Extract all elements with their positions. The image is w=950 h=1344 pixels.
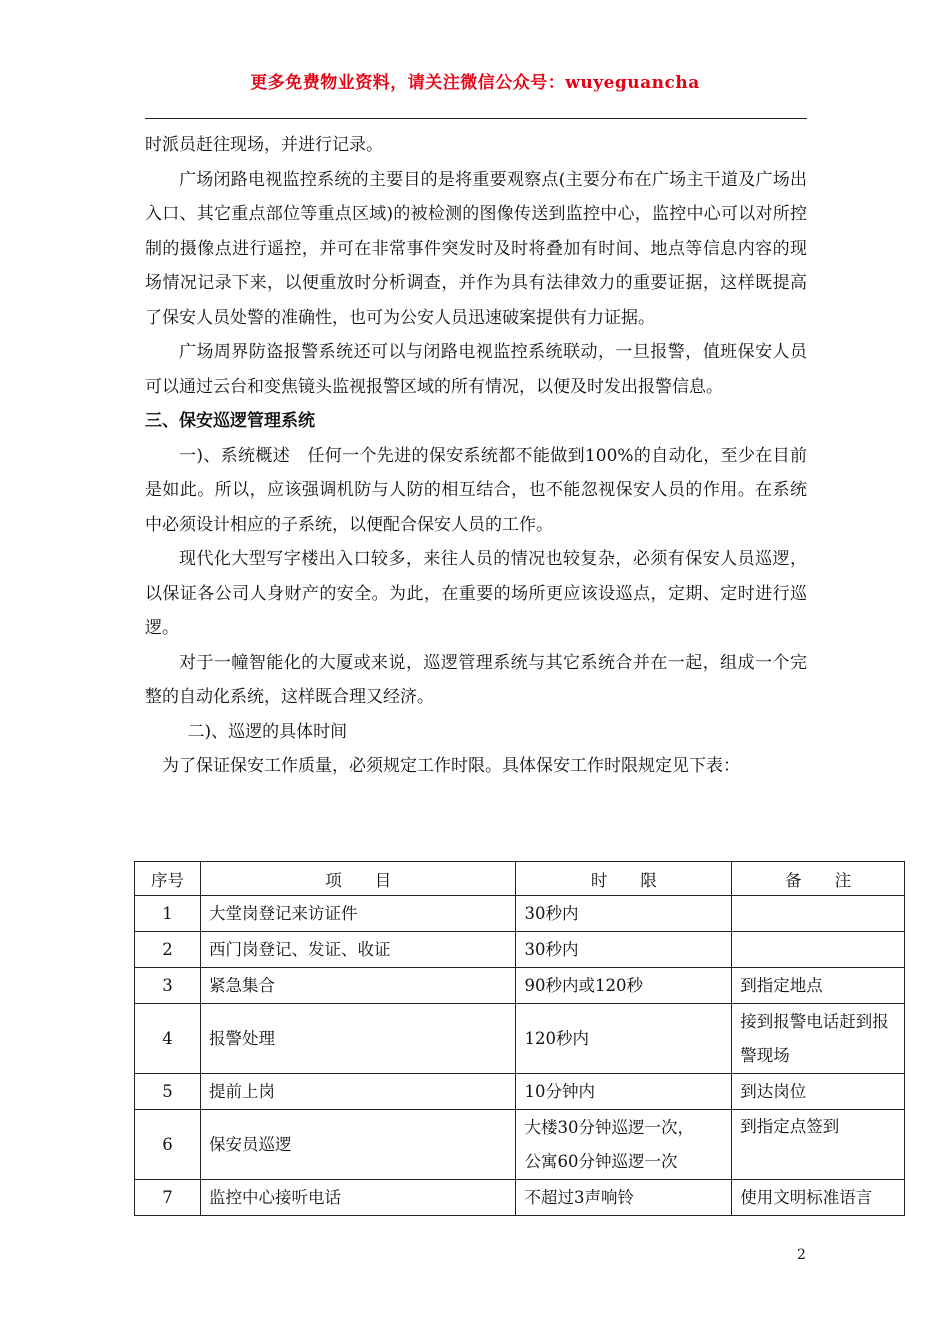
header-no: 序号 [135,862,201,896]
cell-item: 西门岗登记、发证、收证 [200,932,516,968]
paragraph: 一)、系统概述 任何一个先进的保安系统都不能做到100%的自动化，至少在目前是如此。所以，应该强调机防与人防的相互结合，也不能忽视保安人员的作用。在系统中必须设计相应的子系统，以便配合保安人员的工作。 [145,445,807,535]
table-row [135,932,905,968]
cell-no: 3 [135,968,201,1004]
section-heading: 三、保安巡逻管理系统 [145,411,315,431]
cell-limit: 不超过3声响铃 [516,1180,732,1216]
cell-note: 接到报警电话赶到报警现场 [732,1004,905,1074]
paragraph: 为了保证保安工作质量，必须规定工作时限。具体保安工作时限规定见下表： [162,756,740,776]
header-divider [145,118,807,119]
work-time-limit-table [134,861,905,1216]
paragraph: 广场闭路电视监控系统的主要目的是将重要观察点(主要分布在广场主干道及广场出入口、其它重点部位等重点区域)的被检测的图像传送到监控中心，监控中心可以对所控制的摄像点进行遥控，并可在非常事件突发时及时将叠加有时间、地点等信息内容的现场情况记录下来，以便重放时分析调查，并作为具有法律效力的重要证据，这样既提高了保安人员处警的准确性，也可为公安人员迅速破案提供有力证据。 [145,169,807,328]
header-banner: 更多免费物业资料，请关注微信公众号：wuyeguancha [250,73,700,93]
paragraph: 时派员赶往现场，并进行记录。 [145,135,383,155]
cell-note [732,896,905,932]
table-header-row [135,862,905,896]
cell-limit-line: 大楼30分钟巡逻一次， [524,1117,694,1137]
table-row [135,1074,905,1110]
paragraph: 现代化大型写字楼出入口较多，来往人员的情况也较复杂，必须有保安人员巡逻，以保证各公司人身财产的安全。为此，在重要的场所更应该设巡点，定期、定时进行巡逻。 [145,549,807,638]
cell-note [732,932,905,968]
table-row [135,1110,905,1180]
cell-limit [516,1110,732,1180]
cell-note: 到指定地点 [732,968,905,1004]
cell-item: 大堂岗登记来访证件 [200,896,516,932]
cell-note: 到达岗位 [732,1074,905,1110]
cell-limit-line: 公寓60分钟巡逻一次 [524,1151,678,1171]
cell-item: 紧急集合 [200,968,516,1004]
page-number: 2 [797,1247,806,1263]
table-row [135,1180,905,1216]
cell-no: 7 [135,1180,201,1216]
cell-limit: 120秒内 [516,1004,732,1074]
cell-no: 4 [135,1004,201,1074]
cell-no: 2 [135,932,201,968]
cell-limit: 10分钟内 [516,1074,732,1110]
cell-note: 使用文明标准语言 [732,1180,905,1216]
paragraph: 广场周界防盗报警系统还可以与闭路电视监控系统联动，一旦报警，值班保安人员可以通过云台和变焦镜头监视报警区域的所有情况，以便及时发出报警信息。 [145,342,807,397]
cell-no: 5 [135,1074,201,1110]
cell-limit: 30秒内 [516,896,732,932]
header-item: 项 目 [200,862,516,896]
cell-item: 报警处理 [200,1004,516,1074]
table-row [135,896,905,932]
paragraph: 对于一幢智能化的大厦或来说，巡逻管理系统与其它系统合并在一起，组成一个完整的自动化系统，这样既合理又经济。 [145,652,807,707]
cell-limit: 90秒内或120秒 [516,968,732,1004]
cell-no: 6 [135,1110,201,1180]
cell-no: 1 [135,896,201,932]
table-row [135,968,905,1004]
cell-item: 提前上岗 [200,1074,516,1110]
document-body [145,128,807,784]
header-note: 备 注 [732,862,905,896]
subsection-heading: 二)、巡逻的具体时间 [187,721,348,742]
header-limit: 时 限 [516,862,732,896]
table-row [135,1004,905,1074]
cell-item: 保安员巡逻 [200,1110,516,1180]
cell-note: 到指定点签到 [732,1110,905,1180]
cell-item: 监控中心接听电话 [200,1180,516,1216]
cell-limit: 30秒内 [516,932,732,968]
